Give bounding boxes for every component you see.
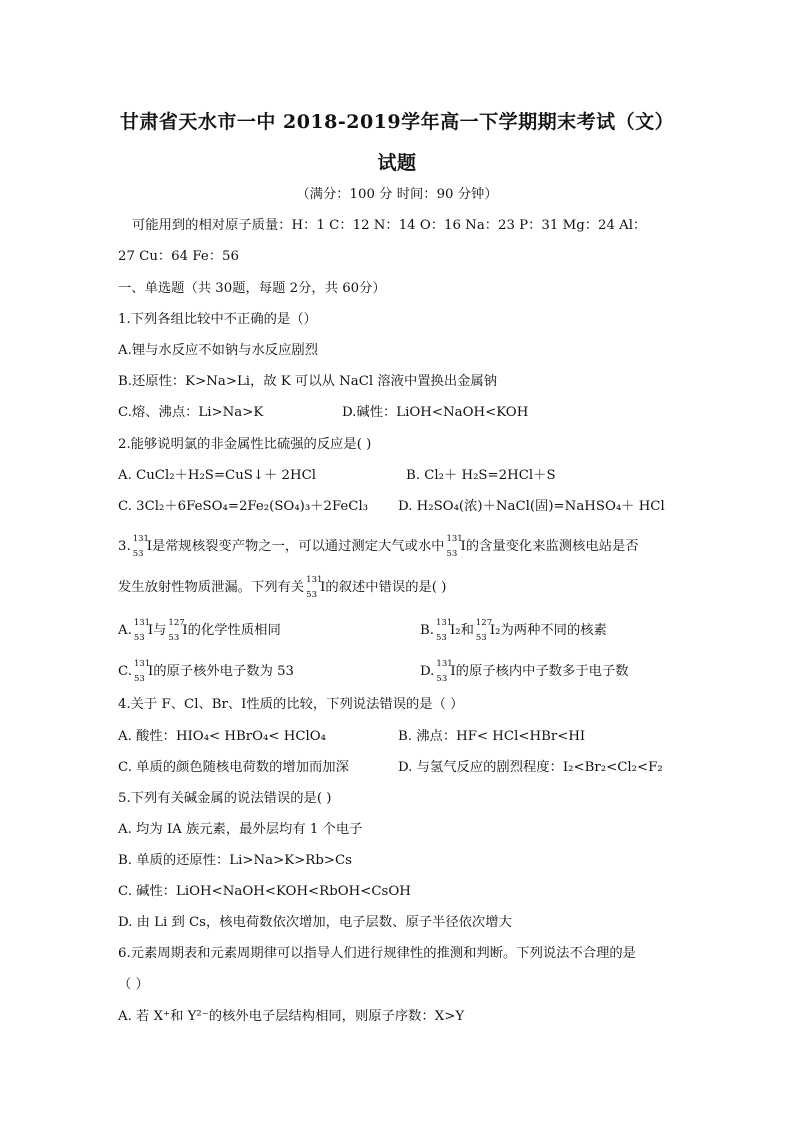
iodine-131-nuclide: 131 53 (436, 659, 453, 684)
question-1-option-c: C.熔、沸点：Li>Na>K (118, 405, 264, 420)
iodine-131-nuclide: 131 53 (446, 534, 463, 559)
question-3-option-d: D. 131 53 I的原子核内中子数多于电子数 (420, 659, 629, 684)
question-1-option-b: B.还原性：K>Na>Li，故 K 可以从 NaCl 溶液中置换出金属钠 (118, 374, 498, 389)
question-4-stem: 4.关于 F、Cl、Br、I性质的比较，下列说法错误的是（ ） (118, 697, 464, 712)
question-3-stem: 3. 131 53 I是常规核裂变产物之一，可以通过测定大气或水中 131 53 I的含量变化来监测核电站是否 (118, 534, 639, 559)
question-1-option-a: A.锂与水反应不如钠与水反应剧烈 (118, 343, 318, 358)
question-2-option-d: D. H₂SO₄(浓)＋NaCl(固)=NaHSO₄＋ HCl (398, 499, 665, 514)
atomic-masses: 可能用到的相对原子质量：H：1 C：12 N：14 O：16 Na：23 P：31 Mg：24 Al： (132, 218, 647, 233)
question-6-option-a: A. 若 X⁺和 Y²⁻的核外电子层结构相同，则原子序数：X>Y (118, 1009, 465, 1024)
question-5-option-b: B. 单质的还原性：Li>Na>K>Rb>Cs (118, 853, 352, 868)
question-1-stem: 1.下列各组比较中不正确的是（） (118, 312, 317, 327)
question-4-option-c: C. 单质的颜色随核电荷数的增加而加深 (118, 760, 349, 775)
iodine-131-nuclide: 131 53 (133, 618, 151, 643)
question-6-stem: 6.元素周期表和元素周期律可以指导人们进行规律性的推测和判断。下列说法不合理的是 (118, 946, 636, 961)
question-3-stem-cont: 发生放射性物质泄漏。下列有关 131 53 I的叙述中错误的是( ) (118, 575, 447, 600)
question-3-option-a: A. 131 53 I与 127 53 I的化学性质相同 (118, 618, 281, 643)
iodine-131-nuclide: 131 53 (132, 534, 149, 559)
exam-title-line2: 试题 (377, 152, 417, 174)
iodine-127-nuclide: 127 53 (475, 618, 493, 643)
question-2-stem: 2.能够说明氯的非金属性比硫强的反应是( ) (118, 437, 372, 452)
question-1-option-d: D.碱性：LiOH<NaOH<KOH (342, 405, 529, 420)
section-heading: 一、单选题（共 30题，每题 2分，共 60分） (118, 281, 386, 296)
question-6-stem-cont: （ ） (118, 977, 149, 992)
iodine-127-nuclide: 127 53 (168, 618, 185, 643)
iodine-131-nuclide: 131 53 (436, 618, 453, 643)
question-4-option-a: A. 酸性：HIO₄< HBrO₄< HClO₄ (118, 729, 326, 744)
atomic-masses-cont: 27 Cu：64 Fe：56 (118, 249, 239, 264)
question-2-option-c: C. 3Cl₂＋6FeSO₄=2Fe₂(SO₄)₃＋2FeCl₃ (118, 499, 369, 514)
question-2-option-b: B. Cl₂＋ H₂S=2HCl＋S (406, 468, 556, 483)
question-5-option-a: A. 均为 IA 族元素，最外层均有 1 个电子 (118, 822, 363, 837)
question-5-option-c: C. 碱性：LiOH<NaOH<KOH<RbOH<CsOH (118, 884, 411, 899)
question-5-stem: 5.下列有关碱金属的说法错误的是( ) (118, 791, 332, 806)
question-5-option-d: D. 由 Li 到 Cs，核电荷数依次增加，电子层数、原子半径依次增大 (118, 915, 512, 930)
iodine-131-nuclide: 131 53 (133, 659, 151, 684)
exam-meta: （满分：100 分 时间：90 分钟） (296, 187, 498, 202)
iodine-131-nuclide: 131 53 (306, 575, 323, 600)
question-4-option-d: D. 与氢气反应的剧烈程度：I₂<Br₂<Cl₂<F₂ (398, 760, 663, 775)
question-4-option-b: B. 沸点：HF< HCl<HBr<HI (398, 729, 586, 744)
question-2-option-a: A. CuCl₂＋H₂S=CuS↓＋ 2HCl (118, 468, 317, 483)
exam-title: 甘肃省天水市一中 2018-2019学年高一下学期期末考试（文） (119, 111, 675, 133)
question-3-option-c: C. 131 53 I的原子核外电子数为 53 (118, 659, 295, 684)
question-3-option-b: B. 131 53 I₂和 127 53 I₂为两种不同的核素 (420, 618, 607, 643)
